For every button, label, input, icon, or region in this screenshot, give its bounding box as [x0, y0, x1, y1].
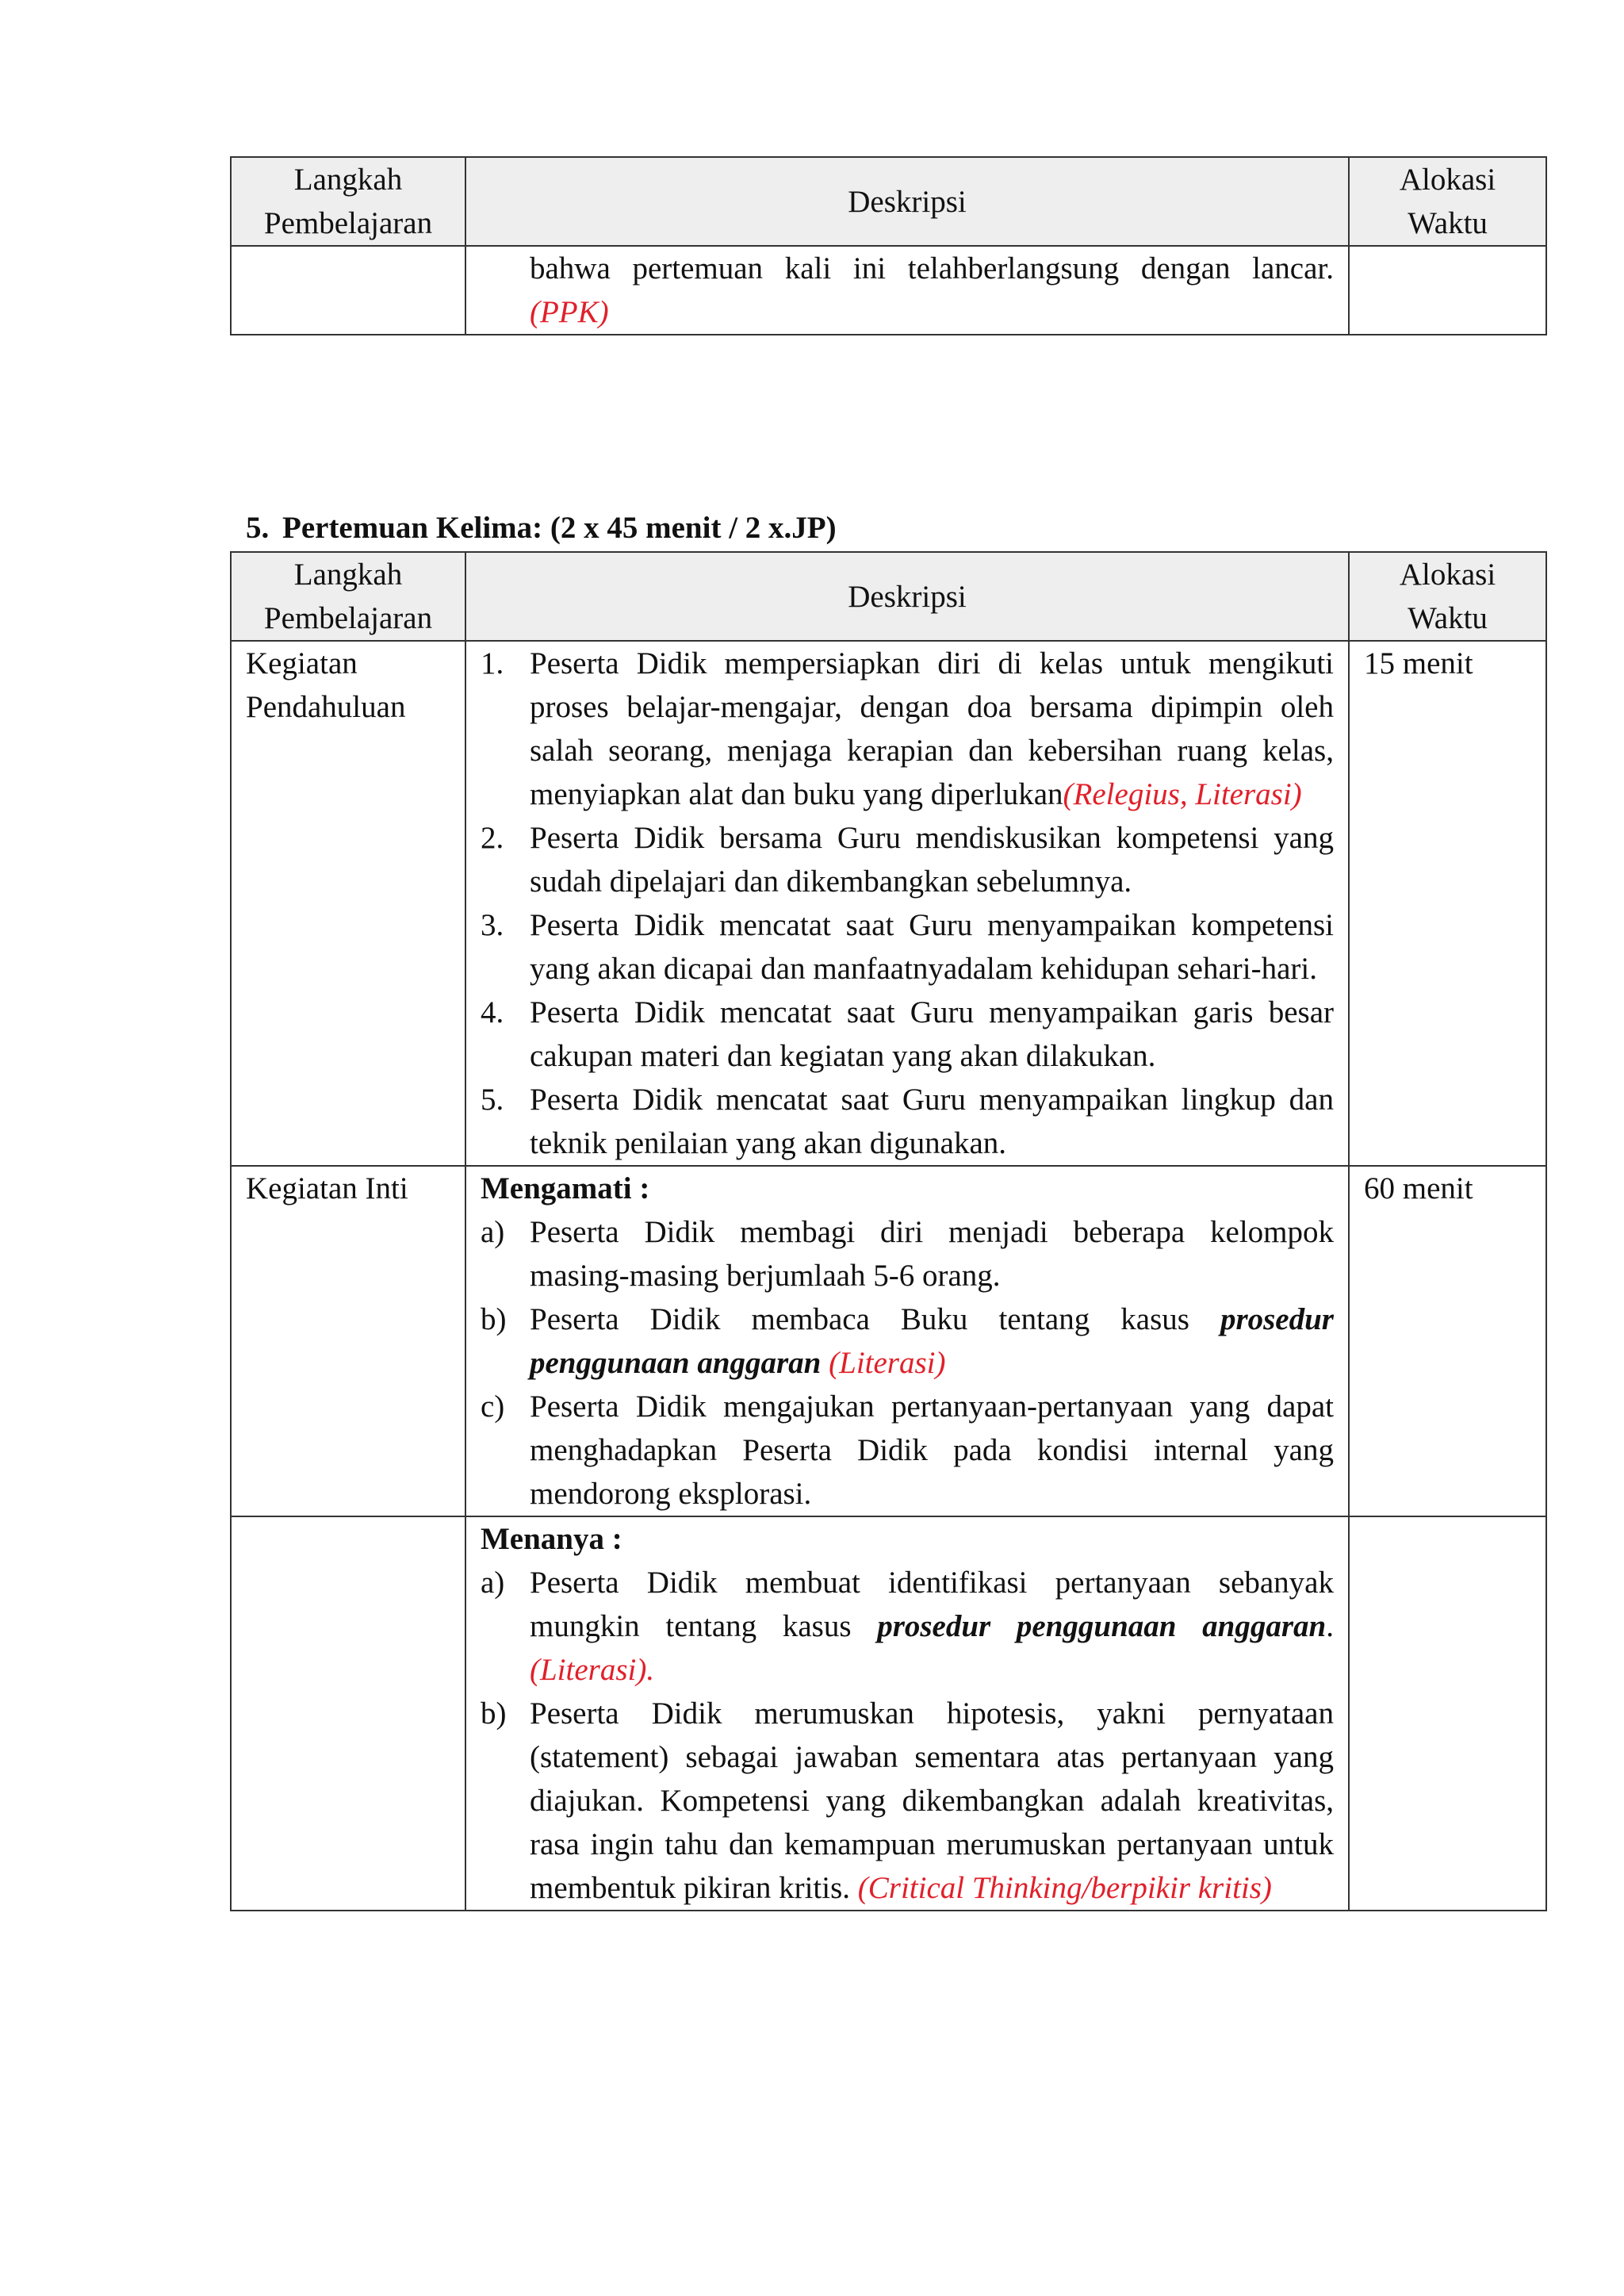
item-text: Peserta Didik mengajukan pertanyaan-pertanyaan yang dapat menghadapkan Peserta Didik pada kondisi internal yang mendorong eksplorasi.	[530, 1389, 1334, 1511]
list-item	[481, 903, 1334, 991]
list-item	[481, 1297, 1334, 1385]
time-pendahuluan: 15 menit	[1349, 641, 1546, 1166]
item-emphasis: prosedur penggunaan anggaran	[530, 1302, 1334, 1380]
continuation-text: bahwa pertemuan kali ini telahberlangsung dengan lancar.	[530, 251, 1334, 286]
time-cell-empty	[1349, 246, 1546, 335]
table-row-inti-mengamati	[231, 1166, 1546, 1516]
description-mengamati	[465, 1166, 1349, 1516]
ppk-tag: (PPK)	[530, 295, 609, 329]
list-item	[481, 642, 1334, 816]
item-marker: a)	[481, 1566, 505, 1600]
header-alokasi: Alokasi Waktu	[1349, 552, 1546, 641]
list-item	[481, 816, 1334, 903]
section-number: 5.	[246, 511, 270, 545]
section-title: Pertemuan Kelima: (2 x 45 menit / 2 x.JP)	[282, 511, 837, 545]
table-header-row	[231, 157, 1546, 246]
table-row-pendahuluan	[231, 641, 1546, 1166]
step-cell-empty	[231, 1516, 465, 1911]
table-row-inti-menanya	[231, 1516, 1546, 1911]
step-inti: Kegiatan Inti	[231, 1166, 465, 1516]
item-punct: .	[1326, 1609, 1334, 1643]
item-text: Peserta Didik membuat identifikasi pertanyaan sebanyak mungkin tentang kasus	[530, 1566, 1334, 1643]
pendahuluan-list	[481, 642, 1334, 1165]
step-pendahuluan: Kegiatan Pendahuluan	[231, 641, 465, 1166]
header-deskripsi: Deskripsi	[465, 157, 1349, 246]
lesson-table-pertemuan-kelima	[230, 551, 1547, 1911]
description-pendahuluan	[465, 641, 1349, 1166]
section-heading	[246, 506, 837, 550]
item-text: Peserta Didik mencatat saat Guru menyampaikan kompetensi yang akan dicapai dan manfaatnyadalam kehidupan sehari-hari.	[530, 908, 1334, 986]
lesson-table-continuation	[230, 156, 1547, 335]
item-marker: 5.	[481, 1083, 504, 1117]
item-text: Peserta Didik mencatat saat Guru menyampaikan lingkup dan teknik penilaian yang akan digunakan.	[530, 1083, 1334, 1160]
header-deskripsi: Deskripsi	[465, 552, 1349, 641]
item-tag: (Critical Thinking/berpikir kritis)	[857, 1871, 1272, 1905]
item-marker: c)	[481, 1389, 505, 1424]
mengamati-list	[481, 1210, 1334, 1516]
list-item	[481, 991, 1334, 1078]
description-cell	[465, 246, 1349, 335]
item-marker: 3.	[481, 908, 504, 942]
item-marker: 1.	[481, 646, 504, 680]
item-emphasis: prosedur penggunaan anggaran	[877, 1609, 1327, 1643]
header-alokasi: Alokasi Waktu	[1349, 157, 1546, 246]
list-item	[481, 1385, 1334, 1516]
item-marker: a)	[481, 1215, 505, 1249]
item-tag: (Literasi).	[530, 1653, 655, 1687]
item-marker: 4.	[481, 995, 504, 1029]
item-marker: b)	[481, 1696, 507, 1731]
list-item	[481, 1692, 1334, 1910]
item-tag: (Literasi)	[821, 1346, 946, 1380]
item-text: Peserta Didik merumuskan hipotesis, yakni pernyataan (statement) sebagai jawaban sementara atas pertanyaan yang diajukan. Kompetensi yang dikembangkan adalah kreativitas, rasa ingin tahu dan kemampuan merumuskan pertanyaan untuk membentuk pikiran kritis.	[530, 1696, 1334, 1905]
mengamati-heading: Mengamati :	[481, 1171, 650, 1205]
item-text: Peserta Didik mencatat saat Guru menyampaikan garis besar cakupan materi dan kegiatan yang akan dilakukan.	[530, 995, 1334, 1073]
menanya-heading: Menanya :	[481, 1522, 622, 1556]
table-row	[231, 246, 1546, 335]
item-text: Peserta Didik mempersiapkan diri di kelas untuk mengikuti proses belajar-mengajar, dengan doa bersama dipimpin oleh salah seorang, menjaga kerapian dan kebersihan ruang kelas, menyiapkan alat dan buku yang diperlukan	[530, 646, 1334, 811]
list-item	[481, 1210, 1334, 1297]
header-langkah: Langkah Pembelajaran	[231, 552, 465, 641]
header-langkah: Langkah Pembelajaran	[231, 157, 465, 246]
description-menanya	[465, 1516, 1349, 1911]
item-marker: b)	[481, 1302, 507, 1336]
item-text: Peserta Didik bersama Guru mendiskusikan kompetensi yang sudah dipelajari dan dikembangkan sebelumnya.	[530, 821, 1334, 899]
menanya-list	[481, 1561, 1334, 1910]
item-tag: (Relegius, Literasi)	[1063, 777, 1302, 811]
list-item	[481, 1561, 1334, 1692]
item-marker: 2.	[481, 821, 504, 855]
list-item	[481, 1078, 1334, 1165]
item-text: Peserta Didik membaca Buku tentang kasus	[530, 1302, 1220, 1336]
step-cell-empty	[231, 246, 465, 335]
time-cell-empty	[1349, 1516, 1546, 1911]
table-header-row	[231, 552, 1546, 641]
time-inti: 60 menit	[1349, 1166, 1546, 1516]
item-text: Peserta Didik membagi diri menjadi beberapa kelompok masing-masing berjumlaah 5-6 orang.	[530, 1215, 1334, 1293]
